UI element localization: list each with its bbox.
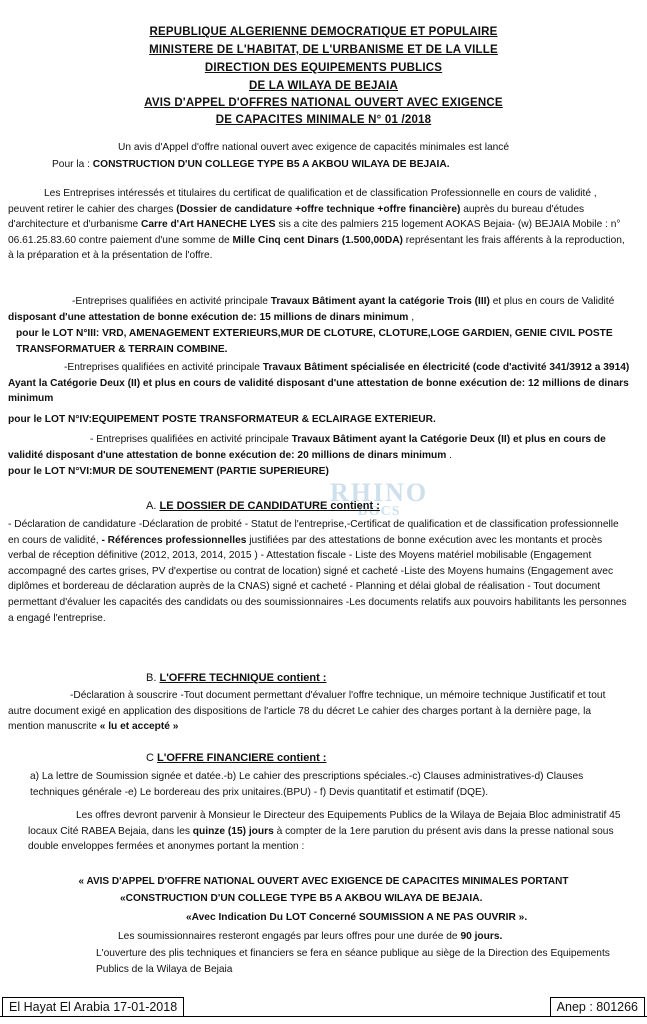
- header-avis-number: DE CAPACITES MINIMALE N° 01 /2018: [215, 114, 432, 126]
- paragraph-lot3-criteria: -Entreprises qualifiées en activité principale Travaux Bâtiment ayant la catégorie Trois (III) et plus en cours de Validité disposant d'une attestation de bonne exécution de: 15 millions de dinars minimum ,: [8, 296, 615, 323]
- header-ministry: MINISTERE DE L'HABITAT, DE L'URBANISME ET DE LA VILLE: [149, 44, 498, 56]
- project-title: CONSTRUCTION D'UN COLLEGE TYPE B5 A AKBOU WILAYA DE BEJAIA.: [92, 159, 450, 170]
- paragraph-depot: Les offres devront parvenir à Monsieur le Directeur des Equipements Publics de la Wilaya de Bejaia Bloc administratif 45 locaux Cité RABEA Bejaia, dans les quinze (15) jours à compter de la 1ere parution du présent avis dans la presse national sous double enveloppes fermées et anonymes portant la mention :: [28, 810, 621, 853]
- lot4-designation: pour le LOT N°IV:EQUIPEMENT POSTE TRANSFORMATEUR & ECLAIRAGE EXTERIEUR.: [8, 414, 436, 425]
- section-b-heading: B. L'OFFRE TECHNIQUE contient :: [146, 672, 327, 684]
- validity-duration: Les soumissionnaires resteront engagés par leurs offres pour une durée de 90 jours.: [118, 931, 503, 942]
- section-c-body: a) La lettre de Soumission signée et datée.-b) Le cahier des prescriptions spéciales.-c) Clauses administratives-d) Clauses techniques générale -e) Le bordereau des prix unitaires.(BPU) - f) Devis quantitatif et estimatif (DQE).: [30, 771, 584, 798]
- price-amount: Mille Cinq cent Dinars (1.500,00DA): [232, 234, 403, 246]
- mention-line-1: « AVIS D'APPEL D'OFFRE NATIONAL OUVERT AVEC EXIGENCE DE CAPACITES MINIMALES PORTANT: [78, 876, 569, 887]
- intro-line: Un avis d'Appel d'offre national ouvert avec exigence de capacités minimales est lancé: [118, 142, 510, 153]
- paragraph-retrait: Les Entreprises intéressés et titulaires du certificat de qualification et de classification Professionnelle en cours de validité , peuvent retirer le cahier des charges (Dossier de candidature +offre technique +offre financière) auprès du bureau d'études d'architecture et d'urbanisme Carre d'Art HANECHE LYES sis a cite des palmiers 215 logement AOKAS Bejaia- (w) BEJAIA Mobile : n° 06.61.25.83.60 contre paiement d'une somme de Mille Cinq cent Dinars (1.500,00DA) représentant les frais afférents à la reproduction, à la préparation et à la présentation de l'offre.: [8, 188, 625, 262]
- mention-line-2: «CONSTRUCTION D'UN COLLEGE TYPE B5 A AKBOU WILAYA DE BEJAIA.: [120, 893, 483, 904]
- paragraph-lot6-criteria: - Entreprises qualifiées en activité principale Travaux Bâtiment ayant la Catégorie Deux (II) et plus en cours de validité disposant d'une attestation de bonne exécution de: 20 millions de dinars minimum .: [8, 434, 606, 461]
- section-b-body: -Déclaration à souscrire -Tout document permettant d'évaluer l'offre technique, un mémoire technique Justificatif et tout autre document exigé en application des dispositions de l'article 78 du décret Le cahier des charges portant à la dernière page, la mention manuscrite « lu et accepté »: [8, 690, 606, 733]
- section-a-body: - Déclaration de candidature -Déclaration de probité - Statut de l'entreprise,-Certificat de qualification et de classification professionnelle en cours de validité, - Références professionnelles justifiées par des attestations de bonne exécution avec les montants et procès verbal de réception définitive (2012, 2013, 2014, 2015 ) - Attestation fiscale - Liste des Moyens matériel mobilisable (Engagement accompagné des cartes grises, PV d'expertise ou contrat de location) signé et cacheté -Liste des Moyens humains (Engagement avec diplômes et bordereau de déclaration auprès de la CNAS) signé et cacheté - Planning et délai global de réalisation - Tout document permettant d'évaluer les capacités des candidats ou des soumissionnaires -Les documents relatifs aux pouvoirs habilitants les personnes a engagé l'entreprise.: [8, 519, 627, 624]
- header-wilaya: DE LA WILAYA DE BEJAIA: [248, 80, 399, 92]
- rhino-docs-watermark: RHINO DOCS: [330, 478, 429, 519]
- bureau-etudes-name: Carre d'Art HANECHE LYES: [141, 219, 276, 231]
- newspaper-source: El Hayat El Arabia 17-01-2018: [2, 997, 184, 1017]
- anep-reference: Anep : 801266: [550, 997, 645, 1017]
- intro-object: Pour la : CONSTRUCTION D'UN COLLEGE TYPE B5 A AKBOU WILAYA DE BEJAIA.: [52, 159, 450, 170]
- section-c-heading: C L'OFFRE FINANCIERE contient :: [146, 752, 327, 764]
- lot3-designation: pour le LOT N°III: VRD, AMENAGEMENT EXTERIEURS,MUR DE CLOTURE, CLOTURE,LOGE GARDIEN, GENIE CIVIL POSTE TRANSFORMATUER & TERRAIN COMBINE.: [16, 328, 613, 355]
- lot6-designation: pour le LOT N°VI:MUR DE SOUTENEMENT (PARTIE SUPERIEURE): [8, 466, 329, 477]
- header-avis-title: AVIS D'APPEL D'OFFRES NATIONAL OUVERT AVEC EXIGENCE: [144, 97, 503, 109]
- opening-session: L'ouverture des plis techniques et financiers se fera en séance publique au siège de la Direction des Equipements Publics de la Wilaya de Bejaia: [96, 948, 610, 975]
- mention-line-3: «Avec Indication Du LOT Concerné SOUMISSION A NE PAS OUVRIR ».: [186, 912, 528, 923]
- header-republic: REPUBLIQUE ALGERIENNE DEMOCRATIQUE ET POPULAIRE: [149, 26, 498, 38]
- section-a-heading: A. LE DOSSIER DE CANDIDATURE contient :: [146, 500, 380, 512]
- paragraph-lot4-criteria: -Entreprises qualifiées en activité principale Travaux Bâtiment spécialisée en électricité (code d'activité 341/3912 a 3914) Ayant la Catégorie Deux (II) et plus en cours de validité disposant d'une attestation de bonne exécution de: 12 millions de dinars minimum: [8, 362, 630, 405]
- header-direction: DIRECTION DES EQUIPEMENTS PUBLICS: [204, 62, 443, 74]
